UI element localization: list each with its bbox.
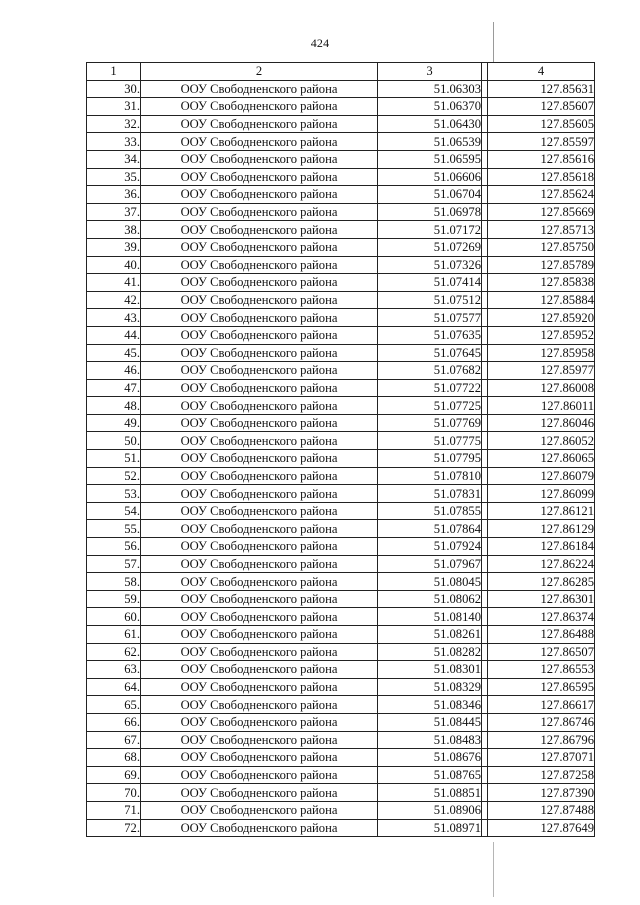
longitude-cell: 127.87649 bbox=[488, 819, 595, 837]
table-row bbox=[87, 168, 595, 186]
organization-name-cell: ООУ Свободненского района bbox=[141, 520, 378, 538]
table-row bbox=[87, 397, 595, 415]
organization-name-cell: ООУ Свободненского района bbox=[141, 256, 378, 274]
table-row bbox=[87, 133, 595, 151]
table-body bbox=[87, 80, 595, 837]
scan-divider-line-bottom bbox=[493, 842, 494, 897]
table-row bbox=[87, 432, 595, 450]
longitude-cell: 127.85920 bbox=[488, 309, 595, 327]
organization-name-cell: ООУ Свободненского района bbox=[141, 766, 378, 784]
longitude-cell: 127.85884 bbox=[488, 291, 595, 309]
longitude-cell: 127.85713 bbox=[488, 221, 595, 239]
table-row bbox=[87, 608, 595, 626]
row-number-cell: 54. bbox=[87, 502, 141, 520]
organization-name-cell: ООУ Свободненского района bbox=[141, 414, 378, 432]
organization-name-cell: ООУ Свободненского района bbox=[141, 819, 378, 837]
organization-name-cell: ООУ Свободненского района bbox=[141, 379, 378, 397]
organization-name-cell: ООУ Свободненского района bbox=[141, 168, 378, 186]
organization-name-cell: ООУ Свободненского района bbox=[141, 661, 378, 679]
longitude-cell: 127.87488 bbox=[488, 801, 595, 819]
latitude-cell: 51.06978 bbox=[378, 203, 482, 221]
row-number-cell: 53. bbox=[87, 485, 141, 503]
latitude-cell: 51.06704 bbox=[378, 186, 482, 204]
organization-name-cell: ООУ Свободненского района bbox=[141, 309, 378, 327]
row-number-cell: 61. bbox=[87, 626, 141, 644]
organization-name-cell: ООУ Свободненского района bbox=[141, 467, 378, 485]
organization-name-cell: ООУ Свободненского района bbox=[141, 98, 378, 116]
table-row bbox=[87, 238, 595, 256]
latitude-cell: 51.08346 bbox=[378, 696, 482, 714]
latitude-cell: 51.07577 bbox=[378, 309, 482, 327]
table-row bbox=[87, 749, 595, 767]
organization-name-cell: ООУ Свободненского района bbox=[141, 678, 378, 696]
longitude-cell: 127.85597 bbox=[488, 133, 595, 151]
coordinates-table bbox=[86, 62, 595, 837]
longitude-cell: 127.85789 bbox=[488, 256, 595, 274]
row-number-cell: 59. bbox=[87, 590, 141, 608]
latitude-cell: 51.06539 bbox=[378, 133, 482, 151]
table-row bbox=[87, 485, 595, 503]
row-number-cell: 72. bbox=[87, 819, 141, 837]
latitude-cell: 51.07864 bbox=[378, 520, 482, 538]
organization-name-cell: ООУ Свободненского района bbox=[141, 397, 378, 415]
latitude-cell: 51.08971 bbox=[378, 819, 482, 837]
organization-name-cell: ООУ Свободненского района bbox=[141, 555, 378, 573]
longitude-cell: 127.86121 bbox=[488, 502, 595, 520]
row-number-cell: 56. bbox=[87, 538, 141, 556]
longitude-cell: 127.85838 bbox=[488, 274, 595, 292]
table-row bbox=[87, 186, 595, 204]
longitude-cell: 127.86008 bbox=[488, 379, 595, 397]
latitude-cell: 51.08261 bbox=[378, 626, 482, 644]
row-number-cell: 50. bbox=[87, 432, 141, 450]
latitude-cell: 51.07512 bbox=[378, 291, 482, 309]
latitude-cell: 51.07769 bbox=[378, 414, 482, 432]
organization-name-cell: ООУ Свободненского района bbox=[141, 326, 378, 344]
table-row bbox=[87, 309, 595, 327]
latitude-cell: 51.06303 bbox=[378, 80, 482, 98]
latitude-cell: 51.07635 bbox=[378, 326, 482, 344]
row-number-cell: 39. bbox=[87, 238, 141, 256]
table-row bbox=[87, 784, 595, 802]
longitude-cell: 127.86507 bbox=[488, 643, 595, 661]
table-row bbox=[87, 661, 595, 679]
latitude-cell: 51.07414 bbox=[378, 274, 482, 292]
longitude-cell: 127.86595 bbox=[488, 678, 595, 696]
row-number-cell: 63. bbox=[87, 661, 141, 679]
latitude-cell: 51.08140 bbox=[378, 608, 482, 626]
longitude-cell: 127.85607 bbox=[488, 98, 595, 116]
table-row bbox=[87, 590, 595, 608]
row-number-cell: 58. bbox=[87, 573, 141, 591]
latitude-cell: 51.08045 bbox=[378, 573, 482, 591]
longitude-cell: 127.86052 bbox=[488, 432, 595, 450]
table-row bbox=[87, 221, 595, 239]
table-row bbox=[87, 414, 595, 432]
row-number-cell: 31. bbox=[87, 98, 141, 116]
latitude-cell: 51.06430 bbox=[378, 115, 482, 133]
latitude-cell: 51.08851 bbox=[378, 784, 482, 802]
row-number-cell: 65. bbox=[87, 696, 141, 714]
table-row bbox=[87, 766, 595, 784]
organization-name-cell: ООУ Свободненского района bbox=[141, 713, 378, 731]
organization-name-cell: ООУ Свободненского района bbox=[141, 801, 378, 819]
table-row bbox=[87, 80, 595, 98]
table-row bbox=[87, 326, 595, 344]
longitude-cell: 127.85631 bbox=[488, 80, 595, 98]
latitude-cell: 51.07855 bbox=[378, 502, 482, 520]
longitude-cell: 127.86046 bbox=[488, 414, 595, 432]
longitude-cell: 127.86065 bbox=[488, 450, 595, 468]
row-number-cell: 32. bbox=[87, 115, 141, 133]
latitude-cell: 51.08329 bbox=[378, 678, 482, 696]
table-row bbox=[87, 819, 595, 837]
row-number-cell: 71. bbox=[87, 801, 141, 819]
row-number-cell: 33. bbox=[87, 133, 141, 151]
table-row bbox=[87, 362, 595, 380]
longitude-cell: 127.86746 bbox=[488, 713, 595, 731]
table-row bbox=[87, 115, 595, 133]
row-number-cell: 46. bbox=[87, 362, 141, 380]
organization-name-cell: ООУ Свободненского района bbox=[141, 432, 378, 450]
longitude-cell: 127.86184 bbox=[488, 538, 595, 556]
row-number-cell: 48. bbox=[87, 397, 141, 415]
latitude-cell: 51.08676 bbox=[378, 749, 482, 767]
longitude-cell: 127.87390 bbox=[488, 784, 595, 802]
longitude-cell: 127.86488 bbox=[488, 626, 595, 644]
table-row bbox=[87, 502, 595, 520]
latitude-cell: 51.06370 bbox=[378, 98, 482, 116]
latitude-cell: 51.07172 bbox=[378, 221, 482, 239]
longitude-cell: 127.86285 bbox=[488, 573, 595, 591]
latitude-cell: 51.08906 bbox=[378, 801, 482, 819]
column-header-number: 1 bbox=[87, 63, 141, 81]
latitude-cell: 51.08301 bbox=[378, 661, 482, 679]
organization-name-cell: ООУ Свободненского района bbox=[141, 238, 378, 256]
column-header-longitude: 4 bbox=[488, 63, 595, 81]
table-row bbox=[87, 98, 595, 116]
row-number-cell: 45. bbox=[87, 344, 141, 362]
row-number-cell: 68. bbox=[87, 749, 141, 767]
organization-name-cell: ООУ Свободненского района bbox=[141, 696, 378, 714]
organization-name-cell: ООУ Свободненского района bbox=[141, 291, 378, 309]
table-row bbox=[87, 344, 595, 362]
row-number-cell: 69. bbox=[87, 766, 141, 784]
longitude-cell: 127.86099 bbox=[488, 485, 595, 503]
organization-name-cell: ООУ Свободненского района bbox=[141, 643, 378, 661]
table-row bbox=[87, 678, 595, 696]
organization-name-cell: ООУ Свободненского района bbox=[141, 502, 378, 520]
organization-name-cell: ООУ Свободненского района bbox=[141, 150, 378, 168]
table-row bbox=[87, 643, 595, 661]
row-number-cell: 42. bbox=[87, 291, 141, 309]
organization-name-cell: ООУ Свободненского района bbox=[141, 133, 378, 151]
organization-name-cell: ООУ Свободненского района bbox=[141, 450, 378, 468]
row-number-cell: 36. bbox=[87, 186, 141, 204]
organization-name-cell: ООУ Свободненского района bbox=[141, 749, 378, 767]
table-row bbox=[87, 731, 595, 749]
longitude-cell: 127.87258 bbox=[488, 766, 595, 784]
longitude-cell: 127.86374 bbox=[488, 608, 595, 626]
latitude-cell: 51.07795 bbox=[378, 450, 482, 468]
row-number-cell: 57. bbox=[87, 555, 141, 573]
longitude-cell: 127.85618 bbox=[488, 168, 595, 186]
latitude-cell: 51.07810 bbox=[378, 467, 482, 485]
organization-name-cell: ООУ Свободненского района bbox=[141, 590, 378, 608]
table-row bbox=[87, 573, 595, 591]
table-row bbox=[87, 291, 595, 309]
row-number-cell: 64. bbox=[87, 678, 141, 696]
organization-name-cell: ООУ Свободненского района bbox=[141, 115, 378, 133]
longitude-cell: 127.86224 bbox=[488, 555, 595, 573]
latitude-cell: 51.06606 bbox=[378, 168, 482, 186]
table-row bbox=[87, 713, 595, 731]
longitude-cell: 127.86553 bbox=[488, 661, 595, 679]
longitude-cell: 127.86079 bbox=[488, 467, 595, 485]
longitude-cell: 127.86129 bbox=[488, 520, 595, 538]
longitude-cell: 127.86301 bbox=[488, 590, 595, 608]
table-row bbox=[87, 450, 595, 468]
page-number: 424 bbox=[310, 36, 330, 50]
longitude-cell: 127.86796 bbox=[488, 731, 595, 749]
table-header-row bbox=[87, 63, 595, 81]
latitude-cell: 51.08282 bbox=[378, 643, 482, 661]
latitude-cell: 51.07722 bbox=[378, 379, 482, 397]
row-number-cell: 55. bbox=[87, 520, 141, 538]
row-number-cell: 70. bbox=[87, 784, 141, 802]
row-number-cell: 34. bbox=[87, 150, 141, 168]
row-number-cell: 30. bbox=[87, 80, 141, 98]
longitude-cell: 127.85616 bbox=[488, 150, 595, 168]
table-row bbox=[87, 538, 595, 556]
organization-name-cell: ООУ Свободненского района bbox=[141, 344, 378, 362]
organization-name-cell: ООУ Свободненского района bbox=[141, 573, 378, 591]
column-header-name: 2 bbox=[141, 63, 378, 81]
row-number-cell: 37. bbox=[87, 203, 141, 221]
row-number-cell: 41. bbox=[87, 274, 141, 292]
longitude-cell: 127.85624 bbox=[488, 186, 595, 204]
latitude-cell: 51.07326 bbox=[378, 256, 482, 274]
latitude-cell: 51.08445 bbox=[378, 713, 482, 731]
row-number-cell: 66. bbox=[87, 713, 141, 731]
table-row bbox=[87, 203, 595, 221]
table-row bbox=[87, 696, 595, 714]
longitude-cell: 127.85952 bbox=[488, 326, 595, 344]
latitude-cell: 51.07645 bbox=[378, 344, 482, 362]
latitude-cell: 51.07725 bbox=[378, 397, 482, 415]
row-number-cell: 43. bbox=[87, 309, 141, 327]
organization-name-cell: ООУ Свободненского района bbox=[141, 186, 378, 204]
latitude-cell: 51.07924 bbox=[378, 538, 482, 556]
row-number-cell: 67. bbox=[87, 731, 141, 749]
latitude-cell: 51.06595 bbox=[378, 150, 482, 168]
row-number-cell: 44. bbox=[87, 326, 141, 344]
row-number-cell: 49. bbox=[87, 414, 141, 432]
longitude-cell: 127.85669 bbox=[488, 203, 595, 221]
organization-name-cell: ООУ Свободненского района bbox=[141, 203, 378, 221]
organization-name-cell: ООУ Свободненского района bbox=[141, 80, 378, 98]
longitude-cell: 127.86617 bbox=[488, 696, 595, 714]
organization-name-cell: ООУ Свободненского района bbox=[141, 784, 378, 802]
longitude-cell: 127.85977 bbox=[488, 362, 595, 380]
longitude-cell: 127.85750 bbox=[488, 238, 595, 256]
organization-name-cell: ООУ Свободненского района bbox=[141, 538, 378, 556]
column-header-latitude: 3 bbox=[378, 63, 482, 81]
table-row bbox=[87, 555, 595, 573]
row-number-cell: 62. bbox=[87, 643, 141, 661]
organization-name-cell: ООУ Свободненского района bbox=[141, 608, 378, 626]
table-row bbox=[87, 801, 595, 819]
longitude-cell: 127.85958 bbox=[488, 344, 595, 362]
latitude-cell: 51.07967 bbox=[378, 555, 482, 573]
longitude-cell: 127.87071 bbox=[488, 749, 595, 767]
row-number-cell: 35. bbox=[87, 168, 141, 186]
table-row bbox=[87, 150, 595, 168]
row-number-cell: 47. bbox=[87, 379, 141, 397]
longitude-cell: 127.86011 bbox=[488, 397, 595, 415]
table-row bbox=[87, 467, 595, 485]
table-row bbox=[87, 379, 595, 397]
row-number-cell: 60. bbox=[87, 608, 141, 626]
organization-name-cell: ООУ Свободненского района bbox=[141, 221, 378, 239]
table-row bbox=[87, 626, 595, 644]
latitude-cell: 51.08765 bbox=[378, 766, 482, 784]
latitude-cell: 51.07831 bbox=[378, 485, 482, 503]
latitude-cell: 51.07682 bbox=[378, 362, 482, 380]
latitude-cell: 51.07269 bbox=[378, 238, 482, 256]
table-row bbox=[87, 274, 595, 292]
table-row bbox=[87, 520, 595, 538]
longitude-cell: 127.85605 bbox=[488, 115, 595, 133]
organization-name-cell: ООУ Свободненского района bbox=[141, 274, 378, 292]
organization-name-cell: ООУ Свободненского района bbox=[141, 626, 378, 644]
row-number-cell: 52. bbox=[87, 467, 141, 485]
latitude-cell: 51.08062 bbox=[378, 590, 482, 608]
latitude-cell: 51.07775 bbox=[378, 432, 482, 450]
organization-name-cell: ООУ Свободненского района bbox=[141, 485, 378, 503]
organization-name-cell: ООУ Свободненского района bbox=[141, 362, 378, 380]
row-number-cell: 38. bbox=[87, 221, 141, 239]
row-number-cell: 40. bbox=[87, 256, 141, 274]
row-number-cell: 51. bbox=[87, 450, 141, 468]
latitude-cell: 51.08483 bbox=[378, 731, 482, 749]
organization-name-cell: ООУ Свободненского района bbox=[141, 731, 378, 749]
table-row bbox=[87, 256, 595, 274]
